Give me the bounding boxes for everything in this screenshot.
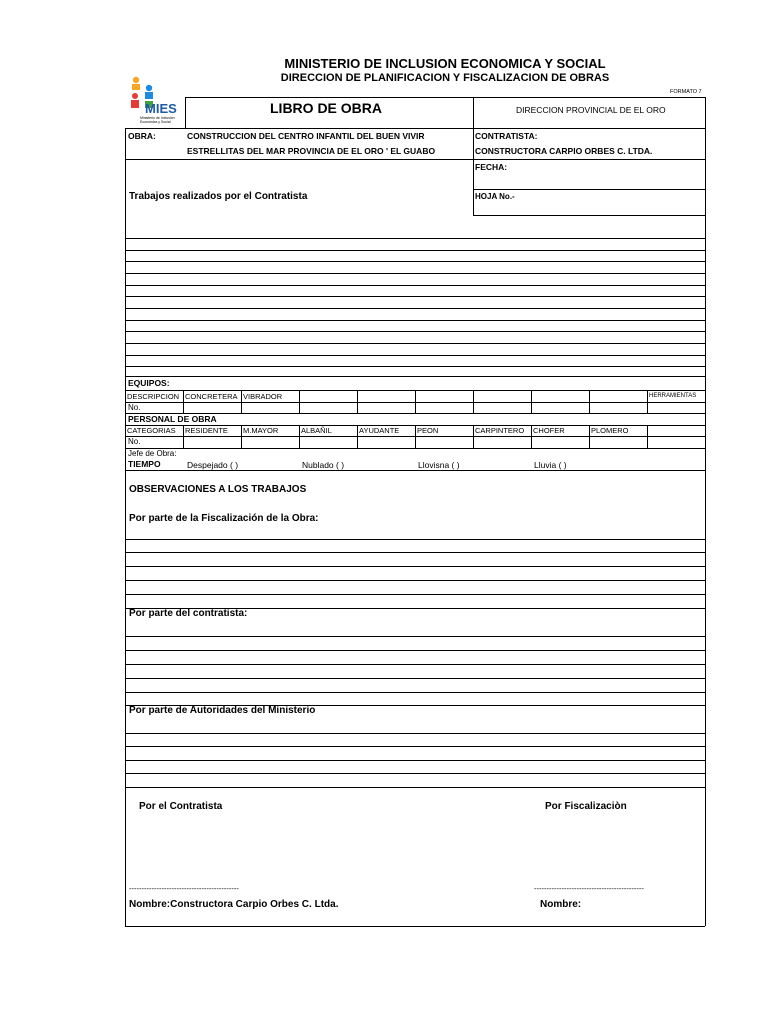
ruled-line [125, 636, 705, 637]
grid-line [531, 390, 532, 413]
observaciones-title: OBSERVACIONES A LOS TRABAJOS [129, 484, 307, 495]
personal-cell: AYUDANTE [359, 426, 400, 435]
personal-no: No. [128, 437, 141, 446]
ruled-line [125, 343, 705, 344]
grid-line [589, 425, 590, 448]
grid-line [183, 425, 184, 448]
tiempo-lluvia: Lluvia ( ) [534, 460, 567, 470]
ruled-line [125, 308, 705, 309]
ruled-line [125, 366, 705, 367]
grid-line [647, 425, 648, 448]
grid-line [241, 390, 242, 413]
grid-line [589, 390, 590, 413]
ruled-line [125, 355, 705, 356]
ruled-line [125, 746, 705, 747]
provincial-direction: DIRECCION PROVINCIAL DE EL ORO [516, 105, 666, 115]
ruled-line [125, 733, 705, 734]
nombre-fiscalizacion: Nombre: [540, 899, 582, 910]
por-fiscalizacion-label: Por Fiscalizaciòn [545, 801, 627, 812]
ruled-line [125, 273, 705, 274]
nombre-contratista: Nombre:Constructora Carpio Orbes C. Ltda. [129, 899, 339, 910]
ruled-line [125, 678, 705, 679]
ruled-line [125, 552, 705, 553]
contratista-label: CONTRATISTA: [475, 131, 538, 141]
ruled-line [125, 238, 705, 239]
mies-logo [128, 74, 184, 126]
por-contratista-label: Por el Contratista [139, 801, 223, 812]
personal-cell: ALBAÑIL [301, 426, 332, 435]
ruled-line [125, 787, 705, 788]
tiempo-label: TIEMPO [128, 459, 161, 469]
ruled-line [125, 650, 705, 651]
equipos-title: EQUIPOS: [128, 378, 170, 388]
obra-line1: CONSTRUCCION DEL CENTRO INFANTIL DEL BUEN VIVIR [187, 131, 425, 141]
ruled-line [125, 692, 705, 693]
ruled-line [125, 331, 705, 332]
logo-sub2: Económica y Social [140, 120, 171, 124]
formato-label: FORMATO 7 [670, 89, 702, 95]
contratista-name: CONSTRUCTORA CARPIO ORBES C. LTDA. [475, 146, 653, 156]
personal-cell: PLOMERO [591, 426, 629, 435]
fecha-label: FECHA: [475, 162, 508, 172]
grid-line [357, 390, 358, 413]
ministry-title: MINISTERIO DE INCLUSION ECONOMICA Y SOCIAL [284, 56, 606, 71]
grid-line [531, 425, 532, 448]
jefe-obra-label: Jefe de Obra: [128, 449, 177, 458]
hoja-label: HOJA No.- [475, 192, 515, 201]
ruled-line [125, 539, 705, 540]
grid-line [415, 390, 416, 413]
grid-line [241, 425, 242, 448]
signature-line-left: -------------------------------------------- [129, 884, 239, 893]
tiempo-nublado: Nublado ( ) [302, 460, 345, 470]
personal-cell: CHOFER [533, 426, 565, 435]
ruled-line [125, 580, 705, 581]
personal-cell: PEON [417, 426, 439, 435]
equipos-cell: DESCRIPCION [127, 392, 180, 401]
ruled-line [125, 566, 705, 567]
ruled-line [125, 664, 705, 665]
logo-sub1: Ministerio de Inclusión [140, 116, 175, 120]
ruled-line [125, 261, 705, 262]
mies-brand: MIES [145, 101, 177, 116]
ruled-line [125, 608, 705, 609]
personal-title: PERSONAL DE OBRA [128, 414, 217, 424]
grid-line [647, 390, 648, 413]
equipos-cell: VIBRADOR [243, 392, 283, 401]
ruled-line [125, 285, 705, 286]
ruled-line [125, 773, 705, 774]
grid-line [415, 425, 416, 448]
direction-title: DIRECCION DE PLANIFICACION Y FISCALIZACION DE OBRAS [280, 72, 610, 84]
fiscalizacion-label: Por parte de la Fiscalización de la Obra: [129, 513, 319, 524]
obra-line2: ESTRELLITAS DEL MAR PROVINCIA DE EL ORO ' EL GUABO [187, 146, 436, 156]
book-title: LIBRO DE OBRA [270, 100, 382, 116]
obra-label: OBRA: [128, 131, 156, 141]
grid-line [473, 425, 474, 448]
personal-cell: CATEGORIAS [127, 426, 176, 435]
grid-line [473, 390, 474, 413]
grid-line [357, 425, 358, 448]
ruled-line [125, 376, 705, 377]
grid-line [299, 390, 300, 413]
ruled-line [125, 250, 705, 251]
personal-cell: M.MAYOR [243, 426, 279, 435]
ruled-line [125, 594, 705, 595]
equipos-no: No. [128, 403, 141, 412]
ruled-line [125, 760, 705, 761]
signature-line-right: -------------------------------------------- [534, 884, 644, 893]
grid-line [299, 425, 300, 448]
tiempo-llovisna: Llovisna ( ) [418, 460, 460, 470]
personal-cell: CARPINTERO [475, 426, 525, 435]
trabajos-label: Trabajos realizados por el Contratista [129, 191, 308, 202]
autoridades-label: Por parte de Autoridades del Ministerio [129, 705, 316, 716]
grid-line [183, 390, 184, 413]
contratista-obs-label: Por parte del contratista: [129, 608, 248, 619]
equipos-cell: HERRAMIENTAS [649, 393, 697, 399]
ruled-line [125, 296, 705, 297]
tiempo-despejado: Despejado ( ) [187, 460, 239, 470]
ruled-line [125, 705, 705, 706]
equipos-cell: CONCRETERA [185, 392, 238, 401]
personal-cell: RESIDENTE [185, 426, 228, 435]
ruled-line [125, 320, 705, 321]
